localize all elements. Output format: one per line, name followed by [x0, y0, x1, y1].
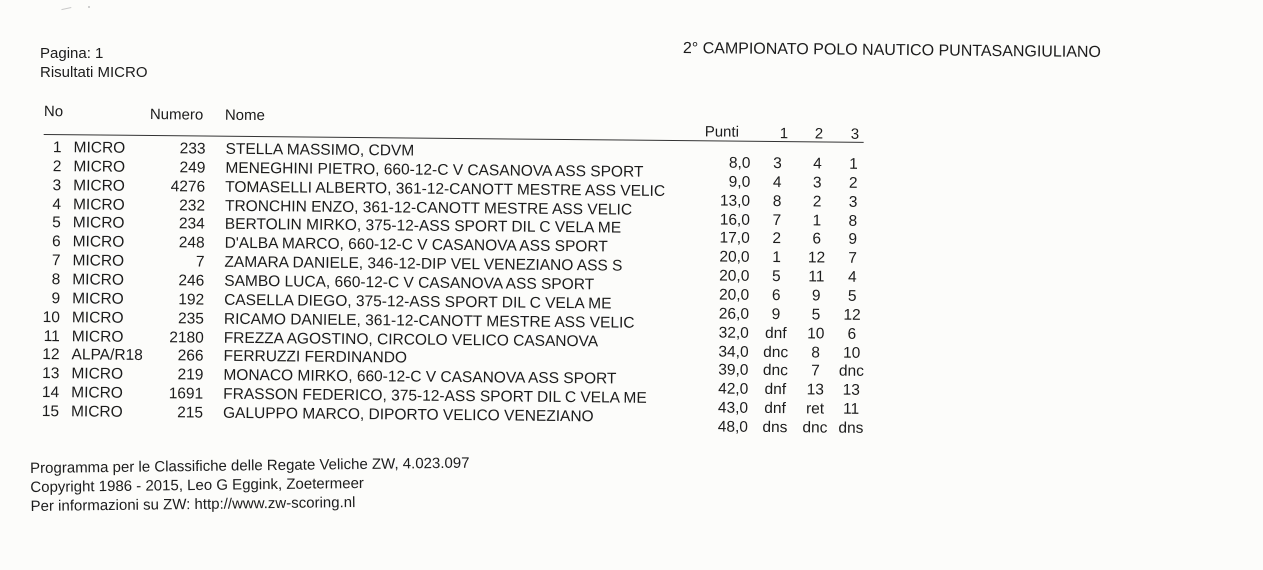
row-race-3: 4	[847, 268, 857, 286]
row-race-3: dns	[838, 419, 864, 437]
row-sail-number: 219	[177, 366, 204, 384]
row-points: 17,0	[719, 229, 750, 248]
row-points: 42,0	[718, 380, 749, 398]
row-race-2: 2	[812, 193, 822, 211]
row-name: CASELLA DIEGO, 375-12-ASS SPORT DIL C VELA ME	[224, 291, 612, 313]
row-class: MICRO	[71, 365, 124, 383]
row-race-3: 7	[848, 249, 857, 268]
row-points: 8,0	[728, 154, 751, 172]
row-sail-number: 7	[195, 253, 205, 271]
scan-mark	[61, 7, 72, 16]
row-number: 4	[52, 195, 62, 213]
row-class: MICRO	[72, 290, 124, 308]
row-race-1: 2	[772, 230, 782, 248]
row-class: MICRO	[73, 176, 125, 195]
row-race-1: 6	[771, 286, 781, 305]
row-number: 7	[51, 252, 61, 270]
col-header-no: No	[43, 103, 64, 121]
row-race-2: dnc	[802, 419, 828, 437]
row-sail-number: 215	[177, 404, 204, 422]
row-sail-number: 4276	[170, 177, 206, 196]
row-name: MONACO MIRKO, 660-12-C V CASANOVA ASS SPORT	[223, 366, 617, 388]
row-number: 2	[52, 157, 62, 176]
row-name: BERTOLIN MIRKO, 375-12-ASS SPORT DIL C VELA ME	[224, 216, 622, 237]
row-number: 8	[51, 271, 61, 289]
row-class: MICRO	[72, 252, 125, 270]
row-sail-number: 1691	[168, 385, 204, 403]
row-name: FREZZA AGOSTINO, CIRCOLO VELICO CASANOVA	[223, 329, 599, 350]
col-header-race-3: 3	[850, 125, 860, 143]
row-race-1: dnc	[763, 343, 789, 361]
row-sail-number: 249	[179, 159, 206, 177]
row-sail-number: 248	[178, 234, 205, 252]
row-race-3: 1	[849, 155, 858, 173]
row-sail-number: 234	[178, 215, 205, 233]
row-points: 26,0	[718, 305, 750, 323]
row-points: 20,0	[719, 248, 750, 267]
row-race-1: 1	[772, 249, 781, 267]
row-race-2: 3	[812, 174, 822, 192]
row-race-2: 4	[813, 155, 822, 173]
row-race-1: dnc	[762, 362, 789, 380]
row-race-3: 8	[848, 212, 858, 230]
row-class: MICRO	[71, 327, 124, 346]
row-name: FRASSON FEDERICO, 375-12-ASS SPORT DIL C VELA ME	[223, 385, 647, 407]
row-number: 10	[42, 308, 61, 326]
row-points: 43,0	[717, 399, 749, 417]
row-race-1: 4	[772, 173, 782, 191]
col-header-race-2: 2	[814, 125, 824, 143]
row-points: 48,0	[717, 418, 749, 436]
row-race-1: dnf	[764, 324, 787, 342]
row-name: MENEGHINI PIETRO, 660-12-C V CASANOVA ASS SPORT	[225, 159, 644, 181]
row-points: 39,0	[718, 361, 749, 380]
row-race-1: 7	[772, 211, 782, 229]
row-race-3: 3	[848, 193, 858, 211]
row-name: RICAMO DANIELE, 361-12-CANOTT MESTRE ASS VELIC	[223, 310, 635, 332]
row-points: 34,0	[718, 342, 749, 361]
row-race-2: 13	[806, 381, 824, 399]
row-race-3: 6	[847, 325, 857, 343]
col-header-numero: Numero	[149, 106, 204, 124]
row-race-2: 9	[811, 287, 821, 305]
row-race-2: 5	[811, 306, 821, 324]
row-class: MICRO	[72, 214, 125, 233]
footer-program: Programma per le Classifiche delle Regate Veliche ZW, 4.023.097	[30, 454, 470, 477]
footer-info: Per informazioni su ZW: http://www.zw-scoring.nl	[30, 494, 356, 515]
row-class: MICRO	[73, 139, 126, 157]
col-header-punti: Punti	[704, 123, 740, 141]
row-name: TOMASELLI ALBERTO, 361-12-CANOTT MESTRE ASS VELIC	[225, 178, 666, 200]
row-sail-number: 233	[179, 140, 206, 158]
row-race-1: 3	[773, 155, 782, 173]
row-name: STELLA MASSIMO, CDVM	[225, 140, 415, 160]
row-sail-number: 235	[177, 309, 205, 328]
row-race-3: 5	[847, 287, 857, 305]
row-number: 13	[42, 365, 60, 383]
page-number: Pagina: 1	[40, 45, 104, 62]
row-sail-number: 232	[179, 196, 206, 215]
row-number: 11	[43, 327, 60, 345]
row-class: MICRO	[70, 403, 123, 421]
row-number: 3	[52, 176, 62, 194]
row-class: ALPA/R18	[71, 346, 143, 365]
row-race-3: 11	[842, 400, 860, 418]
row-race-3: 2	[848, 174, 858, 192]
row-race-2: 12	[807, 249, 826, 267]
footer-copyright: Copyright 1986 - 2015, Leo G Eggink, Zoetermeer	[30, 474, 364, 496]
row-number: 12	[42, 346, 60, 364]
row-sail-number: 266	[177, 347, 204, 365]
row-points: 32,0	[718, 324, 749, 342]
row-sail-number: 246	[178, 272, 205, 290]
row-name: TRONCHIN ENZO, 361-12-CANOTT MESTRE ASS VELIC	[224, 197, 633, 219]
row-class: MICRO	[71, 308, 124, 327]
results-table	[41, 103, 874, 451]
page-header	[40, 44, 148, 82]
championship-title: 2° CAMPIONATO POLO NAUTICO PUNTASANGIULIANO	[682, 40, 1102, 62]
row-name: D'ALBA MARCO, 660-12-C V CASANOVA ASS SPORT	[224, 234, 608, 256]
row-class: MICRO	[71, 384, 123, 402]
row-name: SAMBO LUCA, 660-12-C V CASANOVA ASS SPORT	[224, 272, 595, 294]
col-header-race-1: 1	[779, 125, 789, 143]
row-race-3: 9	[848, 231, 858, 249]
row-number: 14	[41, 384, 60, 402]
row-sail-number: 192	[178, 291, 205, 309]
scan-dot	[88, 6, 90, 8]
row-points: 9,0	[728, 173, 751, 191]
row-class: MICRO	[72, 233, 125, 252]
row-number: 5	[52, 214, 61, 232]
row-race-3: 10	[842, 344, 861, 362]
col-header-nome: Nome	[224, 106, 265, 125]
row-race-3: dnc	[838, 362, 865, 381]
row-points: 20,0	[718, 286, 750, 304]
row-race-2: 1	[812, 211, 822, 230]
row-sail-number: 2180	[169, 328, 204, 347]
row-class: MICRO	[72, 195, 125, 214]
row-race-1: dnf	[764, 399, 786, 418]
row-points: 20,0	[719, 267, 750, 285]
row-number: 9	[51, 289, 61, 307]
row-number: 6	[51, 233, 61, 251]
row-race-2: 10	[807, 324, 825, 343]
row-class: MICRO	[72, 271, 125, 289]
row-name: ZAMARA DANIELE, 346-12-DIP VEL VENEZIANO ASS S	[224, 253, 623, 275]
row-race-2: ret	[805, 400, 825, 418]
row-number: 15	[41, 402, 60, 421]
row-race-1: 5	[771, 268, 781, 286]
footer	[30, 454, 470, 516]
row-race-1: dnf	[764, 381, 787, 399]
row-race-2: 6	[812, 230, 822, 248]
row-number: 1	[52, 139, 62, 157]
row-race-2: 7	[811, 362, 820, 380]
row-points: 16,0	[719, 211, 750, 229]
row-name: GALUPPO MARCO, DIPORTO VELICO VENEZIANO	[222, 404, 594, 426]
row-race-2: 11	[808, 268, 825, 286]
row-class: MICRO	[73, 158, 126, 176]
row-race-3: 12	[843, 306, 861, 324]
row-race-1: dns	[762, 418, 788, 437]
row-points: 13,0	[719, 192, 751, 210]
results-title: Risultati MICRO	[40, 64, 148, 81]
row-name: FERRUZZI FERDINANDO	[223, 348, 408, 367]
row-race-1: 9	[771, 305, 781, 323]
row-race-3: 13	[842, 381, 860, 400]
row-race-2: 8	[811, 343, 821, 361]
row-race-1: 8	[772, 192, 782, 210]
